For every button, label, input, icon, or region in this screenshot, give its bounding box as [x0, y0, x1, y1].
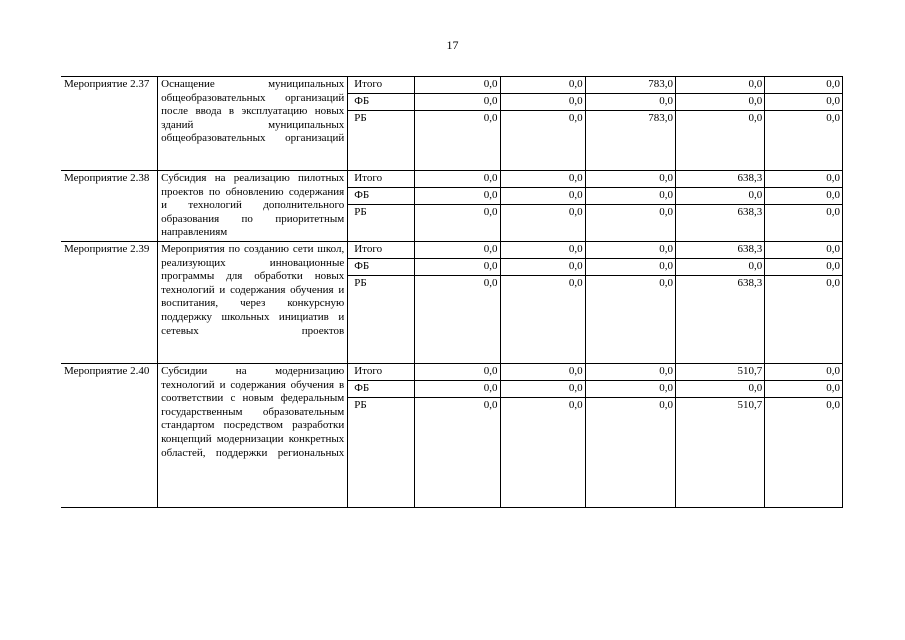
amount-cell: 510,7 — [675, 398, 764, 508]
amount-cell: 0,0 — [675, 259, 764, 276]
amount-cell: 0,0 — [415, 77, 500, 94]
measures-table-body — [61, 77, 843, 508]
funding-source: ФБ — [348, 94, 415, 111]
amount-cell: 638,3 — [675, 205, 764, 242]
amount-cell: 0,0 — [500, 188, 585, 205]
amount-cell: 0,0 — [765, 364, 843, 381]
amount-cell: 0,0 — [585, 364, 675, 381]
measure-code: Мероприятие 2.39 — [61, 242, 158, 364]
amount-cell: 0,0 — [585, 381, 675, 398]
amount-cell: 0,0 — [675, 188, 764, 205]
amount-cell: 783,0 — [585, 77, 675, 94]
page-number: 17 — [446, 38, 459, 52]
funding-source: Итого — [348, 77, 415, 94]
measure-description: Оснащение муниципальных общеобразовательных организаций после ввода в эксплуатацию новых зданий муниципальных общеобразовательных организаций — [158, 77, 348, 171]
amount-cell: 0,0 — [765, 242, 843, 259]
funding-source: ФБ — [348, 259, 415, 276]
amount-cell: 0,0 — [500, 381, 585, 398]
amount-cell: 638,3 — [675, 171, 764, 188]
amount-cell: 0,0 — [500, 94, 585, 111]
amount-cell: 0,0 — [500, 398, 585, 508]
amount-cell: 0,0 — [500, 364, 585, 381]
amount-cell: 510,7 — [675, 364, 764, 381]
amount-cell: 0,0 — [415, 259, 500, 276]
measure-code: Мероприятие 2.38 — [61, 171, 158, 242]
funding-source: ФБ — [348, 188, 415, 205]
amount-cell: 0,0 — [675, 111, 764, 171]
funding-source: ФБ — [348, 381, 415, 398]
funding-source: РБ — [348, 276, 415, 364]
measure-row — [61, 77, 843, 94]
amount-cell: 0,0 — [585, 188, 675, 205]
amount-cell: 0,0 — [500, 242, 585, 259]
amount-cell: 0,0 — [415, 171, 500, 188]
amount-cell: 0,0 — [765, 111, 843, 171]
funding-source: Итого — [348, 364, 415, 381]
amount-cell: 0,0 — [765, 171, 843, 188]
amount-cell: 0,0 — [585, 242, 675, 259]
funding-source: РБ — [348, 205, 415, 242]
amount-cell: 638,3 — [675, 276, 764, 364]
amount-cell: 0,0 — [500, 205, 585, 242]
amount-cell: 638,3 — [675, 242, 764, 259]
measures-table — [61, 76, 843, 508]
measure-description: Субсидии на модернизацию технологий и содержания обучения в соответствии с новым федеральным государственным образовательным стандартом посредством разработки концепций модернизации конкретных областей, поддержки региональных — [158, 364, 348, 508]
amount-cell: 0,0 — [415, 94, 500, 111]
measure-code: Мероприятие 2.40 — [61, 364, 158, 508]
amount-cell: 0,0 — [415, 276, 500, 364]
funding-source: РБ — [348, 111, 415, 171]
measure-description: Субсидия на реализацию пилотных проектов по обновлению содержания и технологий дополнительного образования по приоритетным направлениям — [158, 171, 348, 242]
amount-cell: 0,0 — [765, 398, 843, 508]
amount-cell: 0,0 — [585, 94, 675, 111]
funding-source: Итого — [348, 171, 415, 188]
amount-cell: 0,0 — [415, 364, 500, 381]
amount-cell: 0,0 — [675, 381, 764, 398]
amount-cell: 0,0 — [585, 205, 675, 242]
amount-cell: 0,0 — [585, 171, 675, 188]
amount-cell: 0,0 — [765, 188, 843, 205]
measure-description: Мероприятия по созданию сети школ, реализующих инновационные программы для обработки новых технологий и содержания обучения и воспитания, через конкурсную поддержку школьных инициатив и сетевых проектов — [158, 242, 348, 364]
amount-cell: 0,0 — [500, 171, 585, 188]
amount-cell: 0,0 — [415, 381, 500, 398]
amount-cell: 0,0 — [765, 381, 843, 398]
amount-cell: 783,0 — [585, 111, 675, 171]
amount-cell: 0,0 — [500, 111, 585, 171]
amount-cell: 0,0 — [585, 398, 675, 508]
funding-source: Итого — [348, 242, 415, 259]
measure-row — [61, 171, 843, 188]
amount-cell: 0,0 — [415, 111, 500, 171]
amount-cell: 0,0 — [675, 77, 764, 94]
measure-row — [61, 364, 843, 381]
amount-cell: 0,0 — [415, 188, 500, 205]
amount-cell: 0,0 — [765, 94, 843, 111]
amount-cell: 0,0 — [415, 398, 500, 508]
amount-cell: 0,0 — [585, 259, 675, 276]
amount-cell: 0,0 — [500, 77, 585, 94]
amount-cell: 0,0 — [500, 259, 585, 276]
amount-cell: 0,0 — [765, 205, 843, 242]
amount-cell: 0,0 — [765, 77, 843, 94]
amount-cell: 0,0 — [415, 242, 500, 259]
amount-cell: 0,0 — [585, 276, 675, 364]
amount-cell: 0,0 — [765, 276, 843, 364]
amount-cell: 0,0 — [765, 259, 843, 276]
amount-cell: 0,0 — [415, 205, 500, 242]
measure-row — [61, 242, 843, 259]
measure-code: Мероприятие 2.37 — [61, 77, 158, 171]
funding-source: РБ — [348, 398, 415, 508]
amount-cell: 0,0 — [500, 276, 585, 364]
amount-cell: 0,0 — [675, 94, 764, 111]
